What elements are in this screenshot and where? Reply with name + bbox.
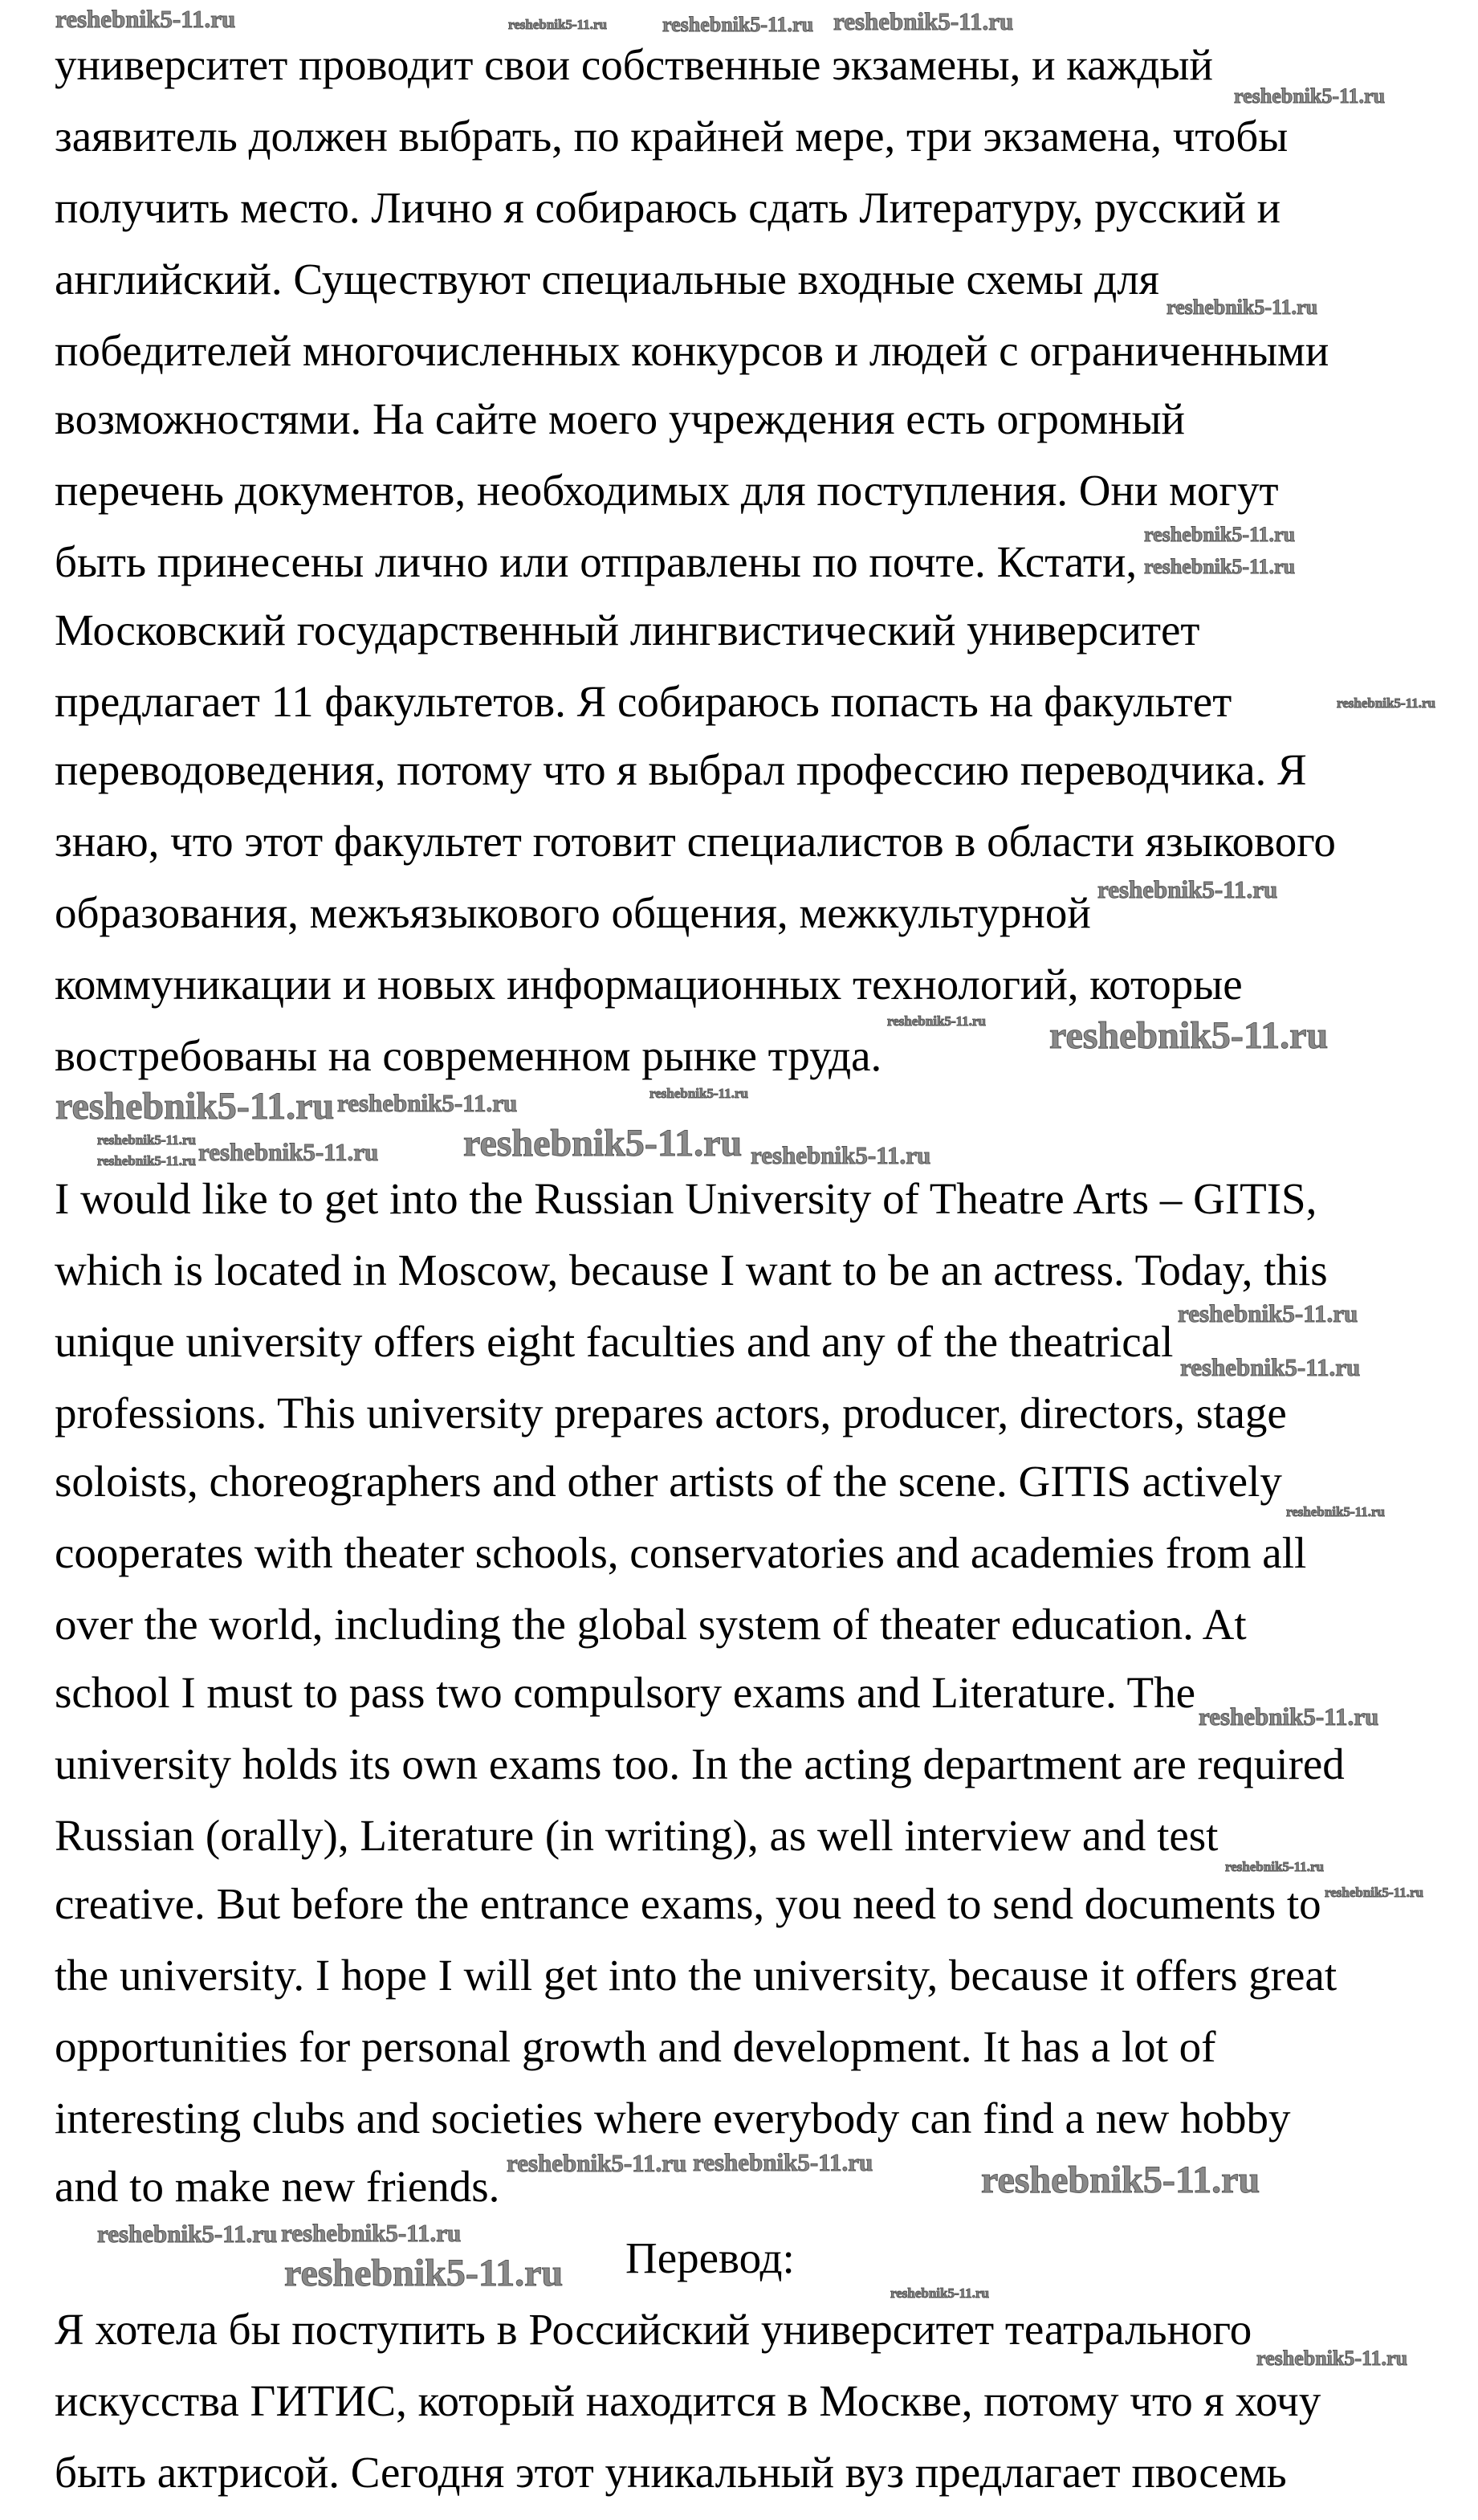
english-text-line: which is located in Moscow, because I want to be an actress. Today, this xyxy=(55,1246,1328,1295)
watermark: reshebnik5-11.ru xyxy=(1167,296,1318,319)
english-text-line: creative. But before the entrance exams, you need to send documents to xyxy=(55,1879,1321,1928)
watermark: reshebnik5-11.ru xyxy=(751,1141,931,1169)
english-text-line: cooperates with theater schools, conservatories and academies from all xyxy=(55,1528,1307,1577)
russian-text-line: возможностями. На сайте моего учреждения есть огромный xyxy=(55,394,1185,443)
watermark: reshebnik5-11.ru xyxy=(1049,1014,1329,1057)
russian-text-line: победителей многочисленных конкурсов и людей с ограниченными xyxy=(55,326,1329,375)
watermark: reshebnik5-11.ru xyxy=(1337,695,1435,711)
english-text-line: professions. This university prepares actors, producer, directors, stage xyxy=(55,1388,1287,1437)
russian-text-line: востребованы на современном рынке труда. xyxy=(55,1031,882,1080)
watermark: reshebnik5-11.ru xyxy=(1325,1885,1423,1900)
russian-text-line: образования, межъязыкового общения, межкультурной xyxy=(55,888,1091,937)
watermark: reshebnik5-11.ru xyxy=(97,1132,196,1148)
watermark: reshebnik5-11.ru xyxy=(508,17,607,32)
watermark: reshebnik5-11.ru xyxy=(1144,555,1296,578)
russian-text-line: переводоведения, потому что я выбрал профессию переводчика. Я xyxy=(55,745,1307,794)
russian-text-line: коммуникации и новых информационных технологий, которые xyxy=(55,960,1243,1009)
english-text-line: school I must to pass two compulsory exams and Literature. The xyxy=(55,1668,1196,1717)
watermark: reshebnik5-11.ru xyxy=(507,2149,687,2177)
russian-text-line: быть принесены лично или отправлены по почте. Кстати, xyxy=(55,537,1138,586)
watermark: reshebnik5-11.ru xyxy=(198,1138,379,1166)
watermark: reshebnik5-11.ru xyxy=(1180,1353,1361,1381)
watermark: reshebnik5-11.ru xyxy=(337,1089,518,1117)
watermark: reshebnik5-11.ru xyxy=(1225,1859,1324,1874)
russian-text-line: университет проводит свои собственные экзамены, и каждый xyxy=(55,40,1213,89)
russian-text-line: получить место. Лично я собираюсь сдать Литературу, русский и xyxy=(55,183,1281,232)
russian-text-line: знаю, что этот факультет готовит специалистов в области языкового xyxy=(55,817,1336,866)
english-text-line: interesting clubs and societies where everybody can find a new hobby xyxy=(55,2094,1291,2143)
watermark: reshebnik5-11.ru xyxy=(463,1122,743,1164)
watermark: reshebnik5-11.ru xyxy=(1286,1504,1385,1519)
watermark: reshebnik5-11.ru xyxy=(55,5,236,33)
watermark: reshebnik5-11.ru xyxy=(887,1013,986,1029)
watermark: reshebnik5-11.ru xyxy=(97,2220,278,2248)
watermark: reshebnik5-11.ru xyxy=(693,2148,873,2176)
translation-text-line: быть актрисой. Сегодня этот уникальный вуз предлагает пвосемь xyxy=(55,2448,1287,2497)
english-text-line: the university. I hope I will get into the university, because it offers great xyxy=(55,1951,1338,2000)
russian-text-line: предлагает 11 факультетов. Я собираюсь попасть на факультет xyxy=(55,677,1232,726)
watermark: reshebnik5-11.ru xyxy=(1097,875,1278,903)
english-text-line: and to make new friends. xyxy=(55,2162,500,2211)
watermark: reshebnik5-11.ru xyxy=(1256,2347,1408,2370)
watermark: reshebnik5-11.ru xyxy=(649,1086,748,1101)
watermark: reshebnik5-11.ru xyxy=(662,13,814,36)
watermark: reshebnik5-11.ru xyxy=(1144,523,1296,546)
watermark: reshebnik5-11.ru xyxy=(55,1085,335,1127)
russian-text-line: заявитель должен выбрать, по крайней мере, три экзамена, чтобы xyxy=(55,112,1289,161)
russian-text-line: английский. Существуют специальные входные схемы для xyxy=(55,255,1159,304)
english-text-line: over the world, including the global system of theater education. At xyxy=(55,1600,1247,1649)
watermark: reshebnik5-11.ru xyxy=(284,2252,564,2294)
watermark: reshebnik5-11.ru xyxy=(890,2286,989,2301)
russian-text-line: перечень документов, необходимых для поступления. Они могут xyxy=(55,466,1279,515)
english-text-line: opportunities for personal growth and development. It has a lot of xyxy=(55,2022,1216,2071)
watermark: reshebnik5-11.ru xyxy=(97,1153,196,1168)
watermark: reshebnik5-11.ru xyxy=(833,7,1014,35)
english-text-line: I would like to get into the Russian University of Theatre Arts – GITIS, xyxy=(55,1174,1317,1223)
english-text-line: university holds its own exams too. In the acting department are required xyxy=(55,1739,1345,1788)
english-text-line: Russian (orally), Literature (in writing), as well interview and test xyxy=(55,1811,1219,1860)
watermark: reshebnik5-11.ru xyxy=(1199,1702,1379,1731)
watermark: reshebnik5-11.ru xyxy=(1178,1299,1358,1327)
watermark: reshebnik5-11.ru xyxy=(281,2219,462,2247)
watermark: reshebnik5-11.ru xyxy=(1234,84,1386,108)
translation-heading: Перевод: xyxy=(625,2233,795,2282)
english-text-line: unique university offers eight faculties and any of the theatrical xyxy=(55,1317,1174,1366)
russian-text-line: Московский государственный лингвистический университет xyxy=(55,606,1200,654)
translation-text-line: Я хотела бы поступить в Российский университет театрального xyxy=(55,2305,1252,2354)
watermark: reshebnik5-11.ru xyxy=(981,2159,1260,2201)
translation-text-line: искусства ГИТИС, который находится в Москве, потому что я хочу xyxy=(55,2376,1321,2425)
english-text-line: soloists, choreographers and other artists of the scene. GITIS actively xyxy=(55,1457,1282,1506)
